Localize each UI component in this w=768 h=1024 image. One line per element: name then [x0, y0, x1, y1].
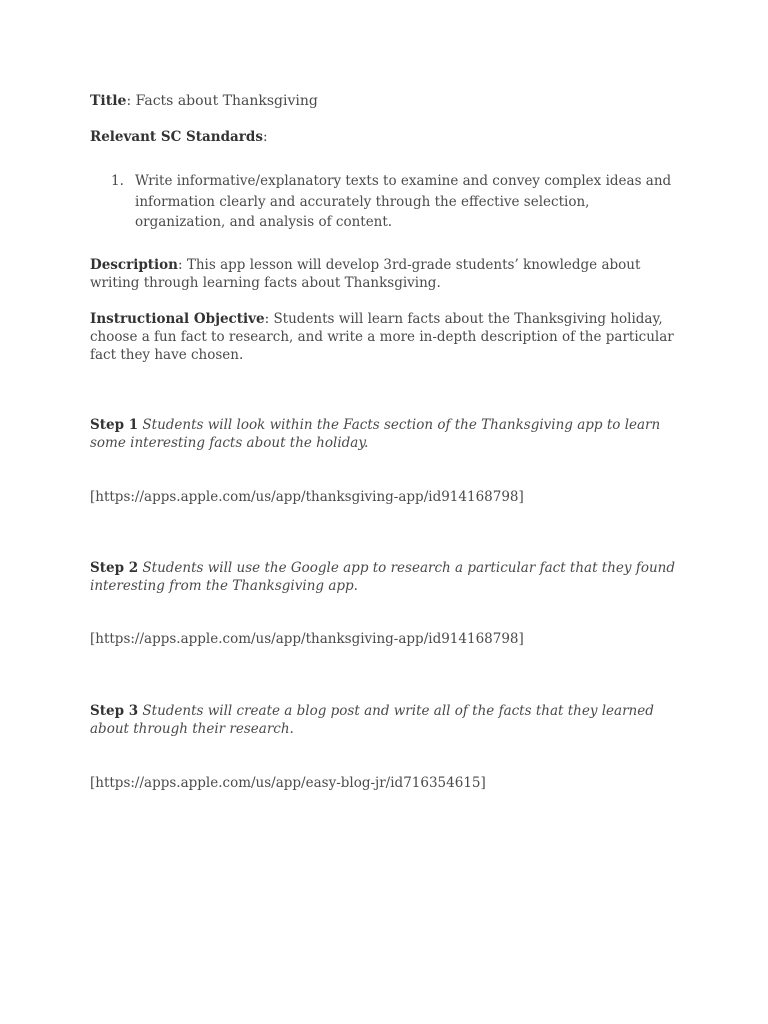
- step-2-label: Step 2: [90, 560, 139, 576]
- standards-label: Relevant SC Standards: [90, 129, 263, 145]
- step-3-text: Students will create a blog post and write all of the facts that they learned about through their research.: [90, 703, 654, 737]
- step-1: [90, 416, 690, 452]
- objective-text: Students will learn facts about the Thanksgiving holiday, choose a fun fact to research, and write a more in-depth description of the particular fact they have chosen.: [90, 311, 674, 363]
- description-label: Description: [90, 257, 178, 273]
- step-3-link[interactable]: [https://apps.apple.com/us/app/easy-blog-jr/id716354615]: [90, 775, 486, 791]
- standard-item-number: 1.: [111, 173, 124, 189]
- standards-separator: :: [262, 129, 268, 145]
- step-2: [90, 559, 690, 595]
- step-2-text: Students will use the Google app to research a particular fact that they found interesting from the Thanksgiving app.: [90, 560, 675, 594]
- title-separator: :: [126, 93, 132, 109]
- standards-heading: [90, 128, 690, 146]
- objective-separator: :: [264, 311, 270, 327]
- objective-label: Instructional Objective: [90, 311, 265, 327]
- standard-item-text: Write informative/explanatory texts to examine and convey complex ideas and information clearly and accurately through the effective selection, organization, and analysis of content.: [135, 173, 672, 230]
- step-2-link[interactable]: [https://apps.apple.com/us/app/thanksgiving-app/id914168798]: [90, 631, 524, 647]
- title-label: Title: [90, 93, 127, 109]
- title-value: Facts about Thanksgiving: [135, 93, 318, 109]
- description-text: This app lesson will develop 3rd-grade students’ knowledge about writing through learning facts about Thanksgiving.: [90, 257, 641, 291]
- step-1-text: Students will look within the Facts section of the Thanksgiving app to learn some interesting facts about the holiday.: [90, 417, 661, 451]
- lesson-title: [90, 92, 690, 110]
- step-1-link[interactable]: [https://apps.apple.com/us/app/thanksgiving-app/id914168798]: [90, 489, 524, 505]
- objective-paragraph: [90, 310, 690, 364]
- step-3-label: Step 3: [90, 703, 139, 719]
- step-1-label: Step 1: [90, 417, 139, 433]
- description-paragraph: [90, 256, 690, 292]
- description-separator: :: [177, 257, 183, 273]
- step-3: [90, 702, 690, 738]
